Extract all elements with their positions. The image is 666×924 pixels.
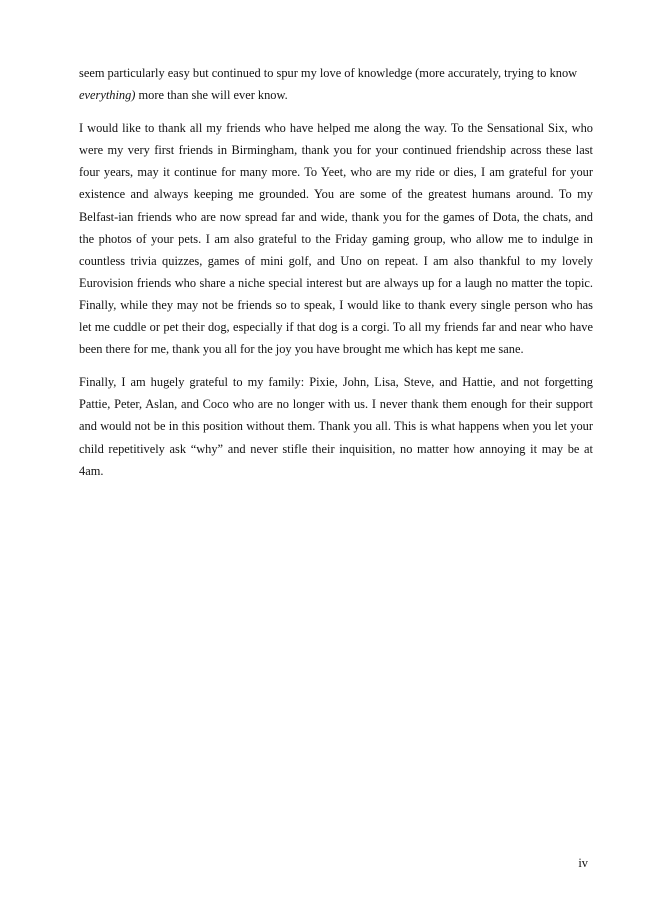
acknowledgements-body: [79, 62, 593, 493]
emphasis-everything: everything): [79, 88, 136, 103]
paragraph-knowledge-ending: more than she will ever know.: [135, 88, 288, 103]
page-number: iv: [578, 856, 588, 870]
paragraph-knowledge: [79, 62, 593, 106]
paragraph-knowledge-text: seem particularly easy but continued to spur my love of knowledge (more accurately, trying to know: [79, 66, 578, 80]
paragraph-family: Finally, I am hugely grateful to my family: Pixie, John, Lisa, Steve, and Hattie, and not forgetting Pattie, Peter, Aslan, and Coco who are no longer with us. I never thank them enough for their support and would not be in this position without them. Thank you all. This is what happens when you let your child repetitively ask “why” and never stifle their inquisition, no matter how annoying it may be at 4am.: [79, 375, 593, 478]
paragraph-friends: I would like to thank all my friends who have helped me along the way. To the Sensational Six, who were my very first friends in Birmingham, thank you for your continued friendship across these last four years, may it continue for many more. To Yeet, who are my ride or dies, I am grateful for your existence and always keeping me grounded. You are some of the greatest humans around. To my Belfast-ian friends who are now spread far and wide, thank you for the games of Dota, the chats, and the photos of your pets. I am also grateful to the Friday gaming group, who allow me to indulge in countless trivia quizzes, games of mini golf, and Uno on repeat. I am also thankful to my lovely Eurovision friends who share a niche special interest but are always up for a laugh no matter the topic. Finally, while they may not be friends so to speak, I would like to thank every single person who has let me cuddle or pet their dog, especially if that dog is a corgi. To all my friends far and near who have been there for me, thank you all for the joy you have brought me which has kept me sane.: [79, 121, 593, 357]
